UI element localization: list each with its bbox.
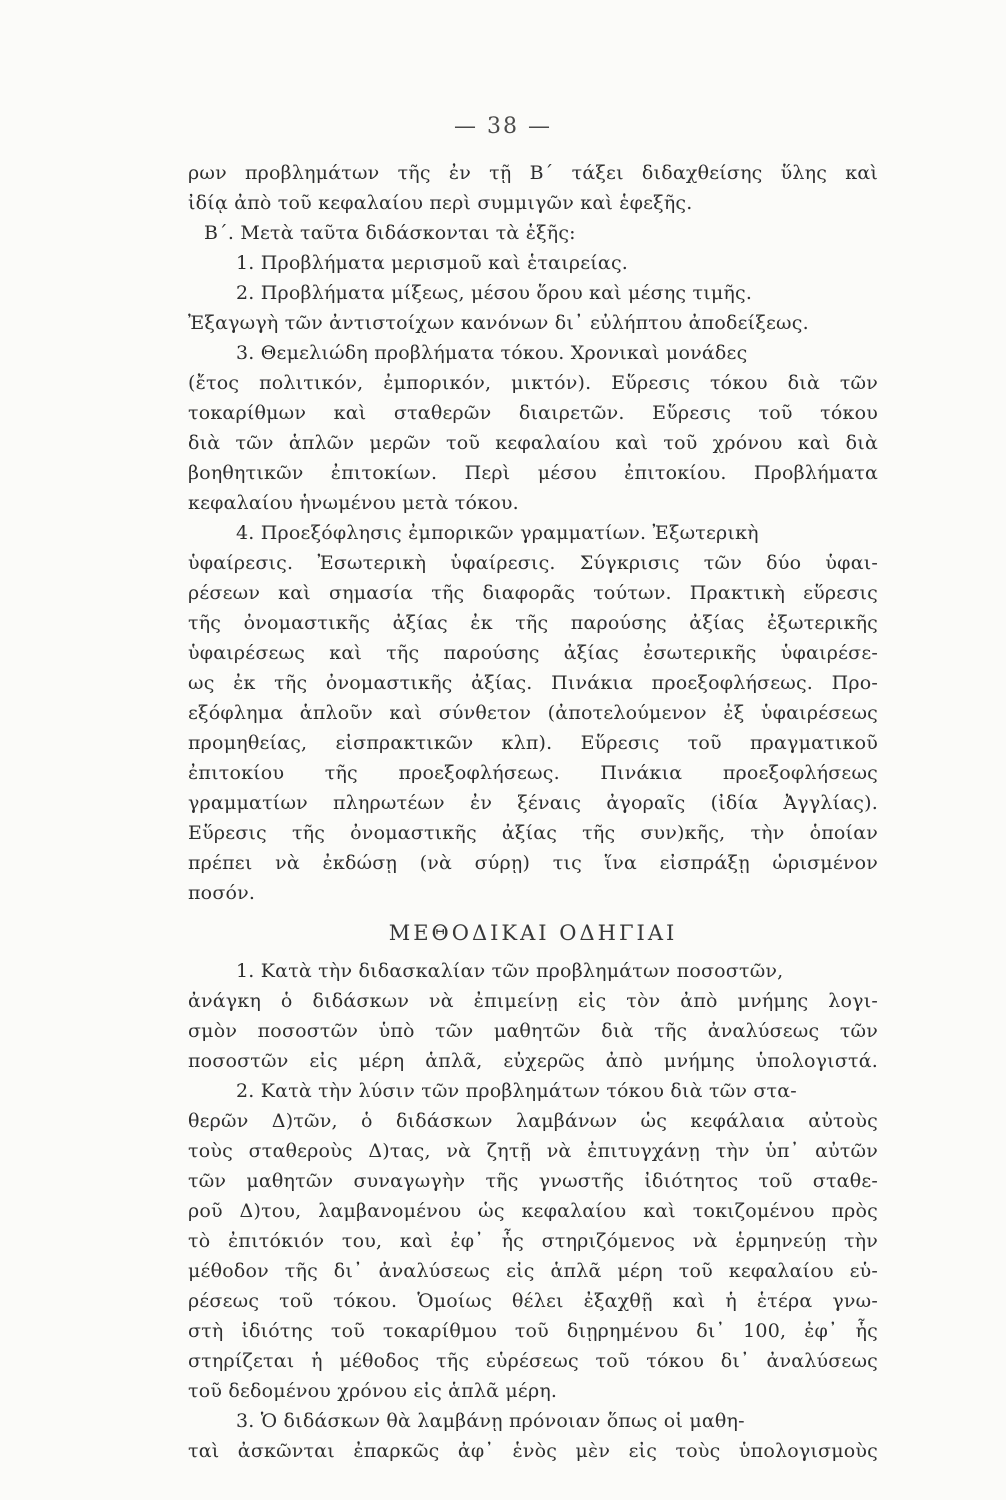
lines-top	[188, 158, 878, 908]
text-line: 1. Προβλήματα μερισμοῦ καὶ ἑταιρείας.	[236, 252, 629, 274]
text-line: ἐπιτοκίου τῆς προεξοφλήσεως. Πινάκια προεξοφλήσεως	[188, 762, 878, 784]
text-line: βοηθητικῶν ἐπιτοκίων. Περὶ μέσου ἐπιτοκίου. Προβλήματα	[188, 462, 878, 484]
text-line: ρέσεως τοῦ τόκου. Ὁμοίως θέλει ἐξαχθῇ καὶ ἡ ἑτέρα γνω-	[188, 1290, 878, 1312]
text-line: τὸ ἐπιτόκιόν του, καὶ ἐφ᾽ ἧς στηριζόμενος νὰ ἑρμηνεύῃ τὴν	[188, 1230, 878, 1252]
text-line: ρέσεων καὶ σημασία τῆς διαφορᾶς τούτων. Πρακτικὴ εὕρεσις	[188, 582, 878, 604]
lines-bottom	[188, 956, 878, 1466]
text-line: ποσοστῶν εἰς μέρη ἁπλᾶ, εὐχερῶς ἀπὸ μνήμης ὑπολογιστά.	[188, 1050, 878, 1072]
text-line: τοὺς σταθεροὺς Δ)τας, νὰ ζητῇ νὰ ἐπιτυγχάνῃ τὴν ὑπ᾽ αὐτῶν	[188, 1140, 878, 1162]
text-line: ταὶ ἀσκῶνται ἐπαρκῶς ἀφ᾽ ἑνὸς μὲν εἰς τοὺς ὑπολογισμοὺς	[188, 1440, 878, 1462]
text-line: ἀνάγκη ὁ διδάσκων νὰ ἐπιμείνῃ εἰς τὸν ἀπὸ μνήμης λογι-	[188, 990, 878, 1012]
text-line: ἰδίᾳ ἀπὸ τοῦ κεφαλαίου περὶ συμμιγῶν καὶ ἑφεξῆς.	[188, 192, 693, 214]
text-line: σμὸν ποσοστῶν ὑπὸ τῶν μαθητῶν διὰ τῆς ἀναλύσεως τῶν	[188, 1020, 878, 1042]
page-number: — 38 —	[454, 114, 552, 139]
text-line: (ἔτος πολιτικόν, ἐμπορικόν, μικτόν). Εὕρεσις τόκου διὰ τῶν	[188, 372, 878, 394]
text-body	[188, 158, 878, 1466]
text-line: πρέπει νὰ ἐκδώσῃ (νὰ σύρῃ) τις ἵνα εἰσπράξῃ ὡρισμένον	[188, 852, 878, 874]
text-line: 4. Προεξόφλησις ἐμπορικῶν γραμματίων. Ἐξωτερικὴ	[236, 522, 759, 544]
text-line: διὰ τῶν ἁπλῶν μερῶν τοῦ κεφαλαίου καὶ τοῦ χρόνου καὶ διὰ	[188, 432, 878, 454]
text-line: τῶν μαθητῶν συναγωγὴν τῆς γνωστῆς ἰδιότητος τοῦ σταθε-	[188, 1170, 878, 1192]
text-line: γραμματίων πληρωτέων ἐν ξέναις ἀγοραῖς (ἰδία Ἀγγλίας).	[188, 792, 878, 814]
text-line: 2. Κατὰ τὴν λύσιν τῶν προβλημάτων τόκου διὰ τῶν στα-	[236, 1080, 797, 1102]
text-line: τοκαρίθμων καὶ σταθερῶν διαιρετῶν. Εὕρεσις τοῦ τόκου	[188, 402, 878, 424]
text-line: 2. Προβλήματα μίξεως, μέσου ὅρου καὶ μέσης τιμῆς.	[236, 282, 753, 304]
text-line: 1. Κατὰ τὴν διδασκαλίαν τῶν προβλημάτων ποσοστῶν,	[236, 960, 784, 982]
text-line: ποσόν.	[188, 882, 256, 904]
text-line: στὴ ἰδιότης τοῦ τοκαρίθμου τοῦ διῃρημένου δι᾽ 100, ἐφ᾽ ἧς	[188, 1320, 878, 1342]
text-line: ρων προβλημάτων τῆς ἐν τῇ Β΄ τάξει διδαχθείσης ὕλης καὶ	[188, 162, 878, 184]
text-line: ὑφαίρεσις. Ἐσωτερικὴ ὑφαίρεσις. Σύγκρισις τῶν δύο ὑφαι-	[188, 552, 878, 574]
text-line: εξόφλημα ἁπλοῦν καὶ σύνθετον (ἀποτελούμενον ἐξ ὑφαιρέσεως	[188, 702, 878, 724]
text-line: προμηθείας, εἰσπρακτικῶν κλπ). Εὕρεσις τοῦ πραγματικοῦ	[188, 732, 878, 754]
text-line: ως ἐκ τῆς ὀνομαστικῆς ἀξίας. Πινάκια προεξοφλήσεως. Προ-	[188, 672, 878, 694]
text-line: μέθοδον τῆς δι᾽ ἀναλύσεως εἰς ἁπλᾶ μέρη τοῦ κεφαλαίου εὑ-	[188, 1260, 878, 1282]
text-line: 3. Ὁ διδάσκων θὰ λαμβάνῃ πρόνοιαν ὅπως οἱ μαθη-	[236, 1410, 745, 1432]
text-line: τῆς ὀνομαστικῆς ἀξίας ἐκ τῆς παρούσης ἀξίας ἐξωτερικῆς	[188, 612, 878, 634]
text-line: Εὕρεσις τῆς ὀνομαστικῆς ἀξίας τῆς συν)κῆς, τὴν ὁποίαν	[188, 822, 878, 844]
text-line: Ἐξαγωγὴ τῶν ἀντιστοίχων κανόνων δι᾽ εὐλήπτου ἀποδείξεως.	[188, 312, 809, 334]
text-line: Β΄. Μετὰ ταῦτα διδάσκονται τὰ ἑξῆς:	[204, 222, 576, 244]
text-line: ροῦ Δ)του, λαμβανομένου ὡς κεφαλαίου καὶ τοκιζομένου πρὸς	[188, 1200, 878, 1222]
section-heading: ΜΕΘΟΔΙΚΑΙ ΟΔΗΓΙΑΙ	[388, 921, 678, 945]
text-line: θερῶν Δ)τῶν, ὁ διδάσκων λαμβάνων ὡς κεφάλαια αὐτοὺς	[188, 1110, 878, 1132]
text-line: κεφαλαίου ἡνωμένου μετὰ τόκου.	[188, 492, 519, 514]
text-line: τοῦ δεδομένου χρόνου εἰς ἁπλᾶ μέρη.	[188, 1380, 558, 1402]
text-line: ὑφαιρέσεως καὶ τῆς παρούσης ἀξίας ἐσωτερικῆς ὑφαιρέσε-	[188, 642, 878, 664]
text-line: 3. Θεμελιώδη προβλήματα τόκου. Χρονικαὶ μονάδες	[236, 342, 748, 364]
text-line: στηρίζεται ἡ μέθοδος τῆς εὑρέσεως τοῦ τόκου δι᾽ ἀναλύσεως	[188, 1350, 878, 1372]
